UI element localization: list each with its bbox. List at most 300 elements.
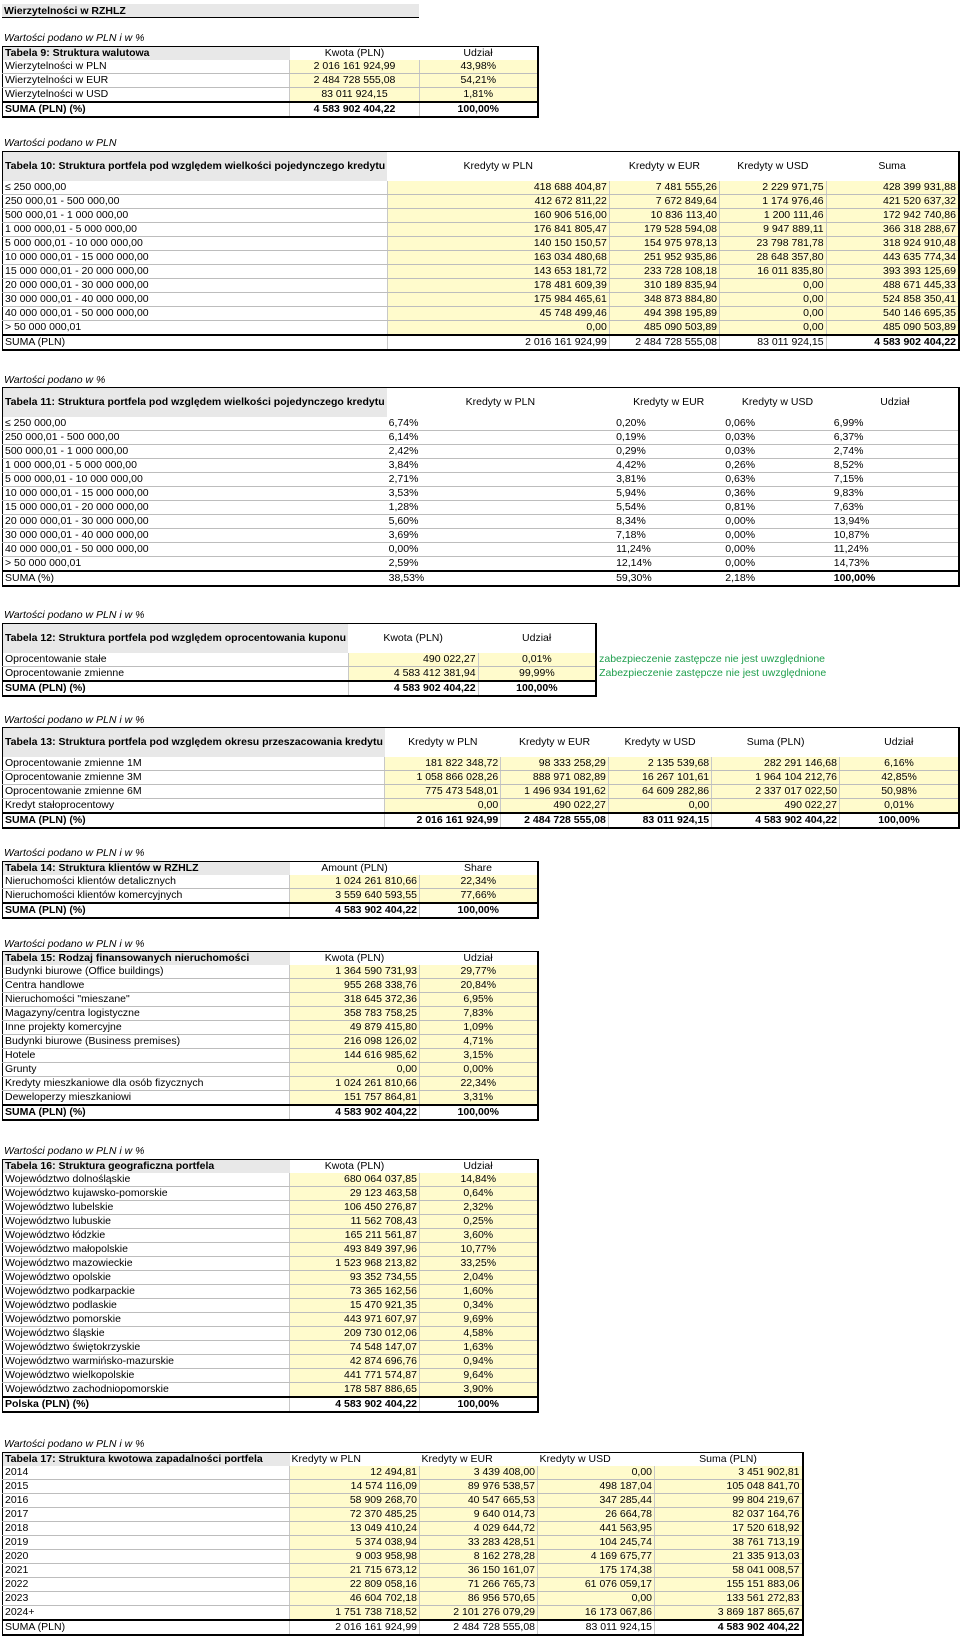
row-label: 2024+: [3, 1606, 290, 1621]
cell: 4,71%: [420, 1035, 538, 1049]
cell: 490 022,27: [712, 798, 840, 813]
cell: 82 037 164,76: [655, 1508, 803, 1522]
cell: 10,77%: [420, 1243, 538, 1257]
row-label: Magazyny/centra logistyczne: [3, 1007, 290, 1021]
cell: 9 947 889,11: [720, 222, 827, 236]
table-row: [3, 1313, 538, 1327]
t14-body: [3, 875, 538, 918]
t17-header-usd: Kredyty w USD: [538, 1453, 655, 1467]
t12-header-label: Tabela 12: Struktura portfela pod względem oprocentowania kuponu: [3, 624, 349, 653]
table-row: [3, 60, 538, 74]
cell: 2 229 971,75: [720, 181, 827, 195]
cell: 0,03%: [723, 444, 831, 458]
table-row: [3, 74, 538, 88]
table-9: [2, 46, 539, 118]
table-row: [3, 292, 960, 306]
cell: 0,00: [538, 1592, 655, 1606]
t10-header-eur: Kredyty w EUR: [609, 152, 719, 181]
cell: 22,34%: [420, 875, 538, 889]
t12-header-share: Udział: [478, 624, 596, 653]
table-row: [3, 1285, 538, 1299]
cell: 0,03%: [723, 430, 831, 444]
t13-header-usd: Kredyty w USD: [608, 728, 711, 757]
row-label: Oprocentowanie zmienne: [3, 666, 349, 681]
row-label: ≤ 250 000,00: [3, 181, 388, 195]
cell: 540 146 695,35: [826, 306, 959, 320]
row-label: Kredyt stałoprocentowy: [3, 798, 385, 813]
cell: 0,00%: [387, 542, 614, 556]
t16-header-amount: Kwota (PLN): [290, 1160, 420, 1174]
t13-note: Wartości podano w PLN i w %: [4, 714, 145, 726]
cell: 2 016 161 924,99: [290, 60, 420, 74]
cell: 209 730 012,06: [290, 1327, 420, 1341]
t10-body: [3, 181, 960, 350]
table-row: [3, 250, 960, 264]
cell: 40 547 665,53: [420, 1494, 538, 1508]
row-label: 2018: [3, 1522, 290, 1536]
cell: 4 583 412 381,94: [348, 666, 478, 681]
t17-header-eur: Kredyty w EUR: [420, 1453, 538, 1467]
cell: 348 873 884,80: [609, 292, 719, 306]
row-label: Nieruchomości klientów komercyjnych: [3, 889, 290, 904]
cell: 11,24%: [614, 542, 723, 556]
table-row: [3, 965, 538, 979]
cell: 38,53%: [387, 571, 614, 586]
cell: 0,64%: [420, 1187, 538, 1201]
table-row: [3, 1187, 538, 1201]
cell: 100,00%: [420, 1397, 538, 1412]
cell: 1,60%: [420, 1285, 538, 1299]
cell: 3 559 640 593,55: [290, 889, 420, 904]
table-row: [3, 1049, 538, 1063]
cell: 7,83%: [420, 1007, 538, 1021]
table-row: [3, 1480, 803, 1494]
cell: 9,64%: [420, 1369, 538, 1383]
cell: 4 583 902 404,22: [290, 102, 420, 117]
cell: 3 439 408,00: [420, 1466, 538, 1480]
table-row: [3, 1243, 538, 1257]
table-row: [3, 1173, 538, 1187]
table-row: [3, 222, 960, 236]
sum-label: SUMA (PLN) (%): [3, 813, 385, 828]
table-row: [3, 1021, 538, 1035]
cell: 2 135 539,68: [608, 757, 711, 771]
cell: 441 771 574,87: [290, 1369, 420, 1383]
cell: 1 964 104 212,76: [712, 770, 840, 784]
cell: 0,81%: [723, 500, 831, 514]
sum-row: [3, 681, 857, 696]
cell: 775 473 548,01: [385, 784, 501, 798]
row-label: Województwo podlaskie: [3, 1299, 290, 1313]
t17-body: [3, 1466, 803, 1635]
row-label: Województwo łódzkie: [3, 1229, 290, 1243]
table-row: [3, 208, 960, 222]
cell: 6,16%: [840, 757, 960, 771]
sum-row: [3, 1397, 538, 1412]
row-label: Województwo warmińsko-mazurskie: [3, 1355, 290, 1369]
cell: 1,09%: [420, 1021, 538, 1035]
row-label: Wierzytelności w PLN: [3, 60, 290, 74]
sum-row: [3, 1620, 803, 1635]
cell: 418 688 404,87: [387, 181, 609, 195]
table-row: [3, 528, 960, 542]
table-row: [3, 1536, 803, 1550]
table-row: [3, 458, 960, 472]
cell: 2,59%: [387, 556, 614, 571]
cell: 33,25%: [420, 1257, 538, 1271]
cell: 160 906 516,00: [387, 208, 609, 222]
t9-header-amount: Kwota (PLN): [290, 47, 420, 61]
row-label: 2017: [3, 1508, 290, 1522]
cell: 12 494,81: [290, 1466, 420, 1480]
cell: 2 101 276 079,29: [420, 1606, 538, 1621]
table-row: [3, 1466, 803, 1480]
t12-header-amount: Kwota (PLN): [348, 624, 478, 653]
table-row: [3, 1063, 538, 1077]
cell: 13 049 410,24: [290, 1522, 420, 1536]
table-row: [3, 88, 538, 103]
row-label: 30 000 000,01 - 40 000 000,00: [3, 292, 388, 306]
cell: 9,83%: [832, 486, 959, 500]
cell: 59,30%: [614, 571, 723, 586]
t14-header-share: Share: [420, 862, 538, 876]
cell: 28 648 357,80: [720, 250, 827, 264]
cell: 2,04%: [420, 1271, 538, 1285]
cell: 4 583 902 404,22: [348, 681, 478, 696]
row-label: 20 000 000,01 - 30 000 000,00: [3, 514, 387, 528]
t10-header-sum: Suma: [826, 152, 959, 181]
t13-header-sum: Suma (PLN): [712, 728, 840, 757]
cell: 11 562 708,43: [290, 1215, 420, 1229]
cell: 5,94%: [614, 486, 723, 500]
table-row: [3, 666, 857, 681]
cell: 358 783 758,25: [290, 1007, 420, 1021]
cell: 1 496 934 191,62: [501, 784, 609, 798]
cell: 74 548 147,07: [290, 1341, 420, 1355]
table-row: [3, 1077, 538, 1091]
cell: 1 364 590 731,93: [290, 965, 420, 979]
row-label: 15 000 000,01 - 20 000 000,00: [3, 264, 388, 278]
cell: 0,00: [387, 320, 609, 335]
t15-note: Wartości podano w PLN i w %: [4, 938, 145, 950]
cell: 5,60%: [387, 514, 614, 528]
cell: 2 484 728 555,08: [501, 813, 609, 828]
cell: 83 011 924,15: [290, 88, 420, 103]
table-row: [3, 1341, 538, 1355]
cell: 7,18%: [614, 528, 723, 542]
table-17: [2, 1452, 804, 1636]
cell: 36 150 161,07: [420, 1564, 538, 1578]
sheet-title: Wierzytelności w RZHLZ: [2, 4, 419, 18]
row-label: Grunty: [3, 1063, 290, 1077]
cell: 524 858 350,41: [826, 292, 959, 306]
table-row: [3, 556, 960, 571]
cell: 100,00%: [420, 1105, 538, 1120]
cell: 9 003 958,98: [290, 1550, 420, 1564]
cell: 86 956 570,65: [420, 1592, 538, 1606]
t16-note: Wartości podano w PLN i w %: [4, 1145, 145, 1157]
row-label: Oprocentowanie zmienne 3M: [3, 770, 385, 784]
cell: 0,25%: [420, 1215, 538, 1229]
table-row: [3, 1494, 803, 1508]
row-label: ≤ 250 000,00: [3, 417, 387, 431]
table-13: [2, 727, 960, 829]
cell: 2,42%: [387, 444, 614, 458]
cell: 0,00%: [723, 514, 831, 528]
cell: 58 041 008,57: [655, 1564, 803, 1578]
cell: 1 751 738 718,52: [290, 1606, 420, 1621]
table-11: [2, 387, 960, 587]
cell: 144 616 985,62: [290, 1049, 420, 1063]
cell: 490 022,27: [501, 798, 609, 813]
sum-row: [3, 335, 960, 350]
cell: 4 583 902 404,22: [290, 1105, 420, 1120]
cell: 318 924 910,48: [826, 236, 959, 250]
cell: 83 011 924,15: [720, 335, 827, 350]
t12-note: Wartości podano w PLN i w %: [4, 609, 145, 621]
row-label: 1 000 000,01 - 5 000 000,00: [3, 222, 388, 236]
row-label: Oprocentowanie zmienne 6M: [3, 784, 385, 798]
table-row: [3, 320, 960, 335]
cell: 100,00%: [420, 903, 538, 918]
t13-body: [3, 757, 960, 828]
table-row: [3, 500, 960, 514]
table-row: [3, 264, 960, 278]
cell: 0,20%: [614, 417, 723, 431]
table-row: [3, 1369, 538, 1383]
table-14: [2, 861, 539, 919]
cell: 0,01%: [840, 798, 960, 813]
green-remark: Zabezpieczenie zastępcze nie jest uwzględnione: [596, 666, 856, 681]
row-label: Województwo świętokrzyskie: [3, 1341, 290, 1355]
cell: 443 635 774,34: [826, 250, 959, 264]
cell: 0,26%: [723, 458, 831, 472]
cell: 16 011 835,80: [720, 264, 827, 278]
table-row: [3, 757, 960, 771]
row-label: 10 000 000,01 - 15 000 000,00: [3, 486, 387, 500]
cell: 485 090 503,89: [826, 320, 959, 335]
table-row: [3, 1578, 803, 1592]
cell: 4 583 902 404,22: [655, 1620, 803, 1635]
cell: 42 874 696,76: [290, 1355, 420, 1369]
cell: 3,60%: [420, 1229, 538, 1243]
t11-header-share: Udział: [832, 388, 959, 417]
sum-label: SUMA (PLN) (%): [3, 102, 290, 117]
cell: 421 520 637,32: [826, 194, 959, 208]
cell: 498 187,04: [538, 1480, 655, 1494]
cell: 16 267 101,61: [608, 770, 711, 784]
table-row: [3, 889, 538, 904]
table-row: [3, 1592, 803, 1606]
cell: 9,69%: [420, 1313, 538, 1327]
cell: 2 484 728 555,08: [609, 335, 719, 350]
cell: 6,37%: [832, 430, 959, 444]
table-row: [3, 1257, 538, 1271]
t10-header-usd: Kredyty w USD: [720, 152, 827, 181]
t13-header-share: Udział: [840, 728, 960, 757]
cell: 29 123 463,58: [290, 1187, 420, 1201]
cell: 106 450 276,87: [290, 1201, 420, 1215]
cell: 4 583 902 404,22: [290, 903, 420, 918]
cell: 0,06%: [723, 417, 831, 431]
t16-body: [3, 1173, 538, 1412]
cell: 71 266 765,73: [420, 1578, 538, 1592]
cell: 14,73%: [832, 556, 959, 571]
cell: 5,54%: [614, 500, 723, 514]
row-label: Oprocentowanie stałe: [3, 653, 349, 667]
cell: 4 583 902 404,22: [290, 1397, 420, 1412]
cell: 73 365 162,56: [290, 1285, 420, 1299]
table-row: [3, 875, 538, 889]
cell: 89 976 538,57: [420, 1480, 538, 1494]
row-label: 40 000 000,01 - 50 000 000,00: [3, 306, 388, 320]
cell: 12,14%: [614, 556, 723, 571]
t17-header-sum: Suma (PLN): [655, 1453, 803, 1467]
t11-header-label: Tabela 11: Struktura portfela pod względem wielkości pojedynczego kredytu: [3, 388, 387, 417]
table-10: [2, 151, 960, 351]
t9-note: Wartości podano w PLN i w %: [4, 32, 145, 44]
cell: 3,90%: [420, 1383, 538, 1398]
row-label: Inne projekty komercyjne: [3, 1021, 290, 1035]
table-row: [3, 1201, 538, 1215]
cell: 2,32%: [420, 1201, 538, 1215]
row-label: Budynki biurowe (Business premises): [3, 1035, 290, 1049]
cell: 178 587 886,65: [290, 1383, 420, 1398]
cell: 21 715 673,12: [290, 1564, 420, 1578]
cell: 0,00: [720, 292, 827, 306]
cell: 8,52%: [832, 458, 959, 472]
row-label: 5 000 000,01 - 10 000 000,00: [3, 472, 387, 486]
cell: 49 879 415,80: [290, 1021, 420, 1035]
t15-header-amount: Kwota (PLN): [290, 952, 420, 966]
cell: 26 664,78: [538, 1508, 655, 1522]
row-label: 20 000 000,01 - 30 000 000,00: [3, 278, 388, 292]
cell: 17 520 618,92: [655, 1522, 803, 1536]
t15-header-share: Udział: [420, 952, 538, 966]
cell: 43,98%: [420, 60, 538, 74]
table-row: [3, 181, 960, 195]
cell: 490 022,27: [348, 653, 478, 667]
cell: 8,34%: [614, 514, 723, 528]
t13-header-label: Tabela 13: Struktura portfela pod względem okresu przeszacowania kredytu: [3, 728, 385, 757]
row-label: Nieruchomości "mieszane": [3, 993, 290, 1007]
cell: 14,84%: [420, 1173, 538, 1187]
cell: 7 672 849,64: [609, 194, 719, 208]
t10-header-pln: Kredyty w PLN: [387, 152, 609, 181]
sum-row: [3, 102, 538, 117]
sum-row: [3, 903, 538, 918]
t11-body: [3, 417, 960, 586]
table-row: [3, 1299, 538, 1313]
row-label: 2021: [3, 1564, 290, 1578]
cell: 4,58%: [420, 1327, 538, 1341]
cell: 10 836 113,40: [609, 208, 719, 222]
t11-header-eur: Kredyty w EUR: [614, 388, 723, 417]
cell: 100,00%: [840, 813, 960, 828]
cell: 493 849 397,96: [290, 1243, 420, 1257]
cell: 100,00%: [420, 102, 538, 117]
cell: 2 016 161 924,99: [385, 813, 501, 828]
row-label: 2022: [3, 1578, 290, 1592]
row-label: Województwo śląskie: [3, 1327, 290, 1341]
cell: 99,99%: [478, 666, 596, 681]
t11-header-pln: Kredyty w PLN: [387, 388, 614, 417]
row-label: Wierzytelności w EUR: [3, 74, 290, 88]
cell: 1 024 261 810,66: [290, 875, 420, 889]
row-label: Centra handlowe: [3, 979, 290, 993]
cell: 216 098 126,02: [290, 1035, 420, 1049]
table-row: [3, 1355, 538, 1369]
cell: 11,24%: [832, 542, 959, 556]
t9-header-label: Tabela 9: Struktura walutowa: [3, 47, 290, 61]
cell: 3,15%: [420, 1049, 538, 1063]
t10-note: Wartości podano w PLN: [4, 137, 117, 149]
cell: 38 761 713,19: [655, 1536, 803, 1550]
cell: 1,81%: [420, 88, 538, 103]
cell: 175 174,38: [538, 1564, 655, 1578]
cell: 393 393 125,69: [826, 264, 959, 278]
cell: 100,00%: [478, 681, 596, 696]
sum-row: [3, 1105, 538, 1120]
cell: 61 076 059,17: [538, 1578, 655, 1592]
row-label: 500 000,01 - 1 000 000,00: [3, 208, 388, 222]
cell: 310 189 835,94: [609, 278, 719, 292]
row-label: 250 000,01 - 500 000,00: [3, 430, 387, 444]
sum-label: SUMA (PLN): [3, 1620, 290, 1635]
table-row: [3, 306, 960, 320]
table-row: [3, 1007, 538, 1021]
cell: 8 162 278,28: [420, 1550, 538, 1564]
cell: 7 481 555,26: [609, 181, 719, 195]
cell: 22 809 058,16: [290, 1578, 420, 1592]
t15-header-label: Tabela 15: Rodzaj finansowanych nieruchomości: [3, 952, 290, 966]
row-label: 2019: [3, 1536, 290, 1550]
cell: 0,29%: [614, 444, 723, 458]
sum-label: SUMA (%): [3, 571, 387, 586]
cell: 58 909 268,70: [290, 1494, 420, 1508]
row-label: 2014: [3, 1466, 290, 1480]
cell: 0,36%: [723, 486, 831, 500]
row-label: 2016: [3, 1494, 290, 1508]
row-label: 250 000,01 - 500 000,00: [3, 194, 388, 208]
row-label: Województwo wielkopolskie: [3, 1369, 290, 1383]
t10-header-label: Tabela 10: Struktura portfela pod względem wielkości pojedynczego kredytu: [3, 152, 388, 181]
table-row: [3, 1383, 538, 1398]
cell: 14 574 116,09: [290, 1480, 420, 1494]
cell: 0,34%: [420, 1299, 538, 1313]
cell: 100,00%: [832, 571, 959, 586]
cell: 20,84%: [420, 979, 538, 993]
row-label: Województwo małopolskie: [3, 1243, 290, 1257]
cell: 4 583 902 404,22: [712, 813, 840, 828]
sum-row: [3, 571, 960, 586]
table-row: [3, 784, 960, 798]
cell: 0,00: [608, 798, 711, 813]
cell: 151 757 864,81: [290, 1091, 420, 1106]
t13-header-pln: Kredyty w PLN: [385, 728, 501, 757]
sum-label: SUMA (PLN) (%): [3, 1105, 290, 1120]
table-row: [3, 1606, 803, 1621]
cell: 3,69%: [387, 528, 614, 542]
cell: 4,42%: [614, 458, 723, 472]
cell: 9 640 014,73: [420, 1508, 538, 1522]
cell: 33 283 428,51: [420, 1536, 538, 1550]
cell: 7,63%: [832, 500, 959, 514]
cell: 154 975 978,13: [609, 236, 719, 250]
spacer: [596, 624, 856, 653]
cell: 0,00: [290, 1063, 420, 1077]
cell: 104 245,74: [538, 1536, 655, 1550]
